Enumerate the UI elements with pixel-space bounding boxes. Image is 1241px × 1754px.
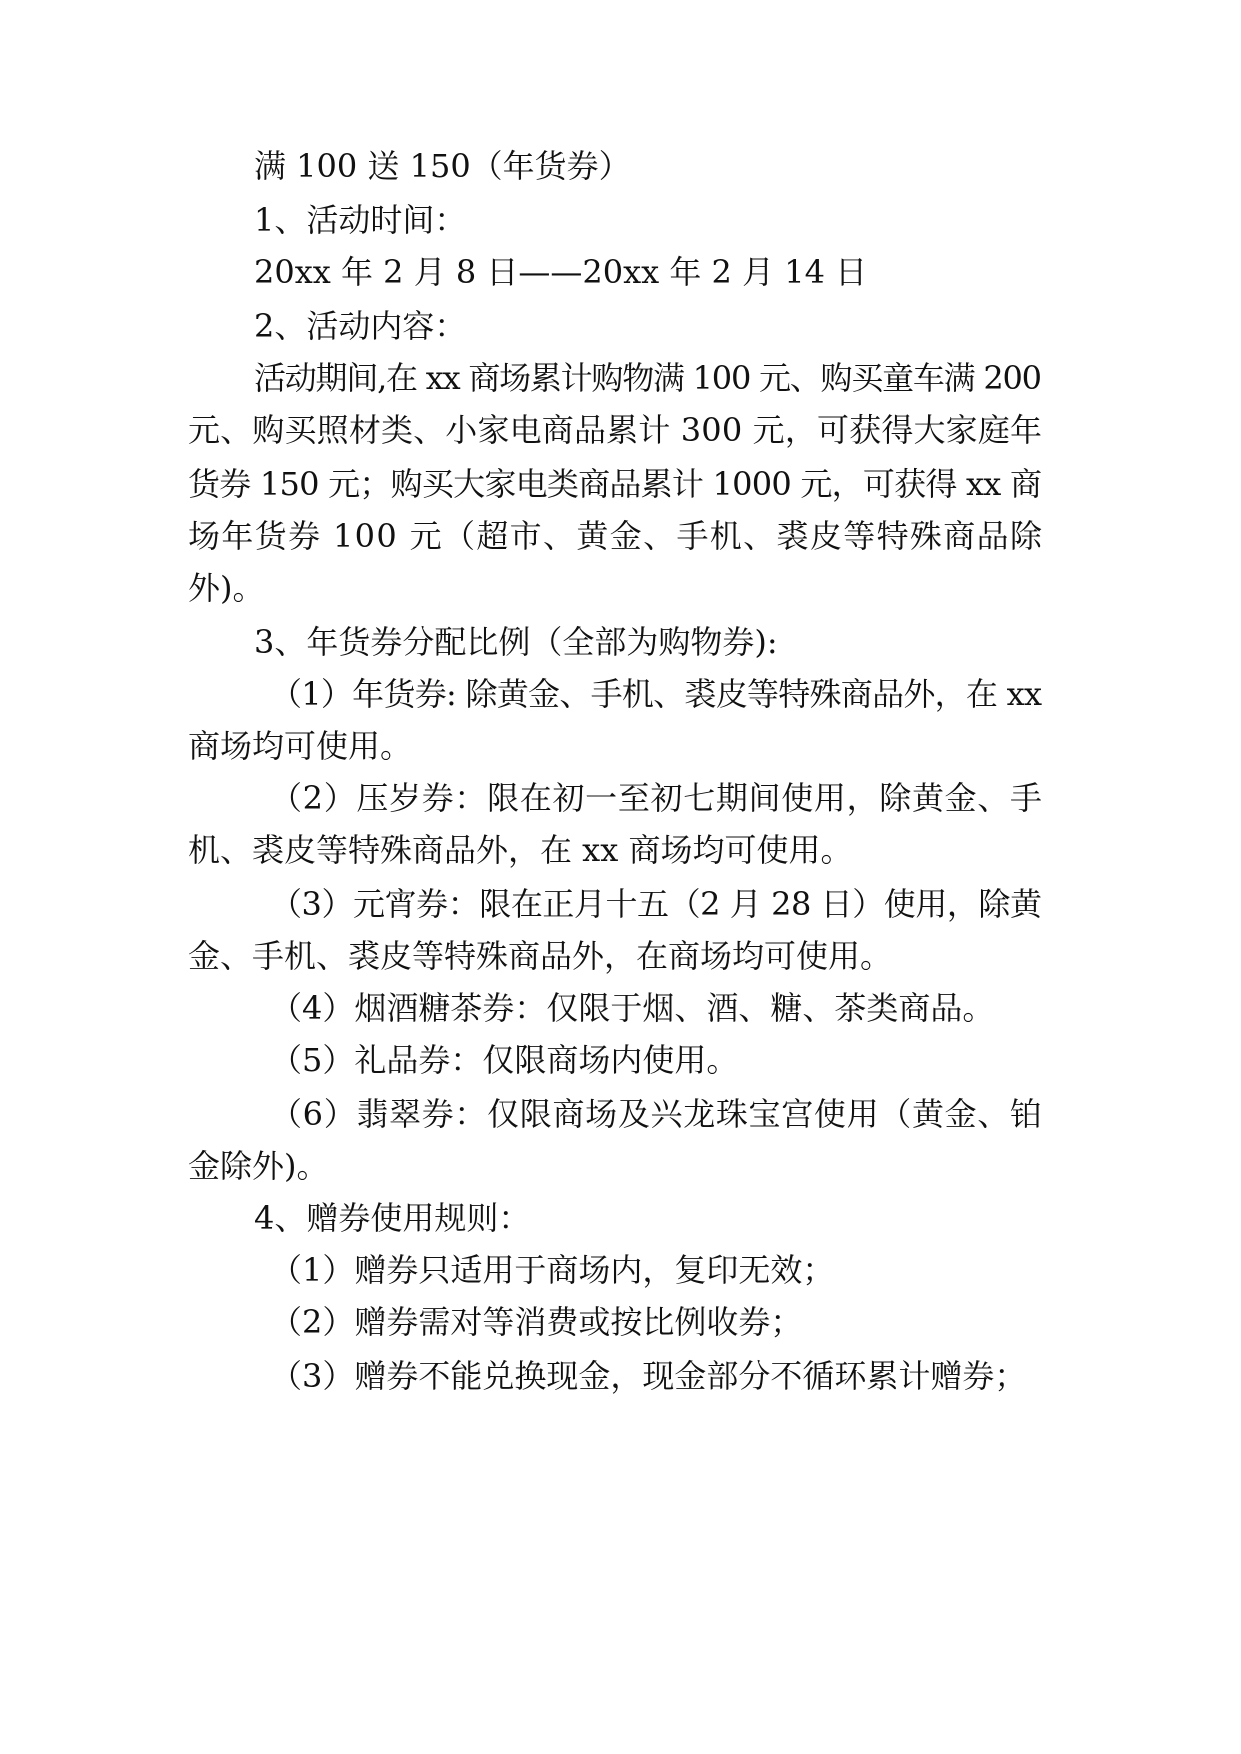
text-line: （5）礼品券：仅限商场内使用。 xyxy=(270,1041,739,1079)
text-line: （2）压岁券：限在初一至初七期间使用，除黄金、手 xyxy=(270,779,1043,817)
text-line: 1、活动时间： xyxy=(254,201,467,239)
text-line: （1）年货券: 除黄金、手机、裘皮等特殊商品外，在 xx xyxy=(270,675,1042,713)
text-line: （2）赠券需对等消费或按比例收券； xyxy=(270,1303,803,1341)
text-line: （4）烟酒糖茶券：仅限于烟、酒、糖、茶类商品。 xyxy=(270,989,995,1027)
text-line: 场年货券 100 元（超市、黄金、手机、裘皮等特殊商品除 xyxy=(188,517,1044,555)
text-line: 货券 150 元；购买大家电类商品累计 1000 元，可获得 xx 商 xyxy=(188,465,1042,503)
text-line: 3、年货券分配比例（全部为购物券): xyxy=(254,623,778,661)
text-line: 活动期间,在 xx 商场累计购物满 100 元、购买童车满 200 xyxy=(254,359,1041,397)
text-line: 满 100 送 150（年货券） xyxy=(254,147,631,185)
text-line: 金、手机、裘皮等特殊商品外，在商场均可使用。 xyxy=(188,937,893,975)
text-line: 机、裘皮等特殊商品外，在 xx 商场均可使用。 xyxy=(188,831,853,869)
text-line: （1）赠券只适用于商场内，复印无效； xyxy=(270,1251,835,1289)
text-line: 外)。 xyxy=(188,569,265,607)
text-line: 商场均可使用。 xyxy=(188,727,413,765)
text-line: 2、活动内容： xyxy=(254,307,467,345)
text-line: （3）赠券不能兑换现金，现金部分不循环累计赠券； xyxy=(270,1357,1027,1395)
text-line: 元、购买照材类、小家电商品累计 300 元，可获得大家庭年 xyxy=(188,411,1043,449)
text-line: 20xx 年 2 月 8 日——20xx 年 2 月 14 日 xyxy=(254,253,868,291)
text-line: 金除外)。 xyxy=(188,1147,329,1185)
text-line: 4、赠券使用规则： xyxy=(254,1199,531,1237)
text-line: （6）翡翠券：仅限商场及兴龙珠宝宫使用（黄金、铂 xyxy=(270,1095,1043,1133)
text-line: （3）元宵券：限在正月十五（2 月 28 日）使用，除黄 xyxy=(270,885,1042,923)
